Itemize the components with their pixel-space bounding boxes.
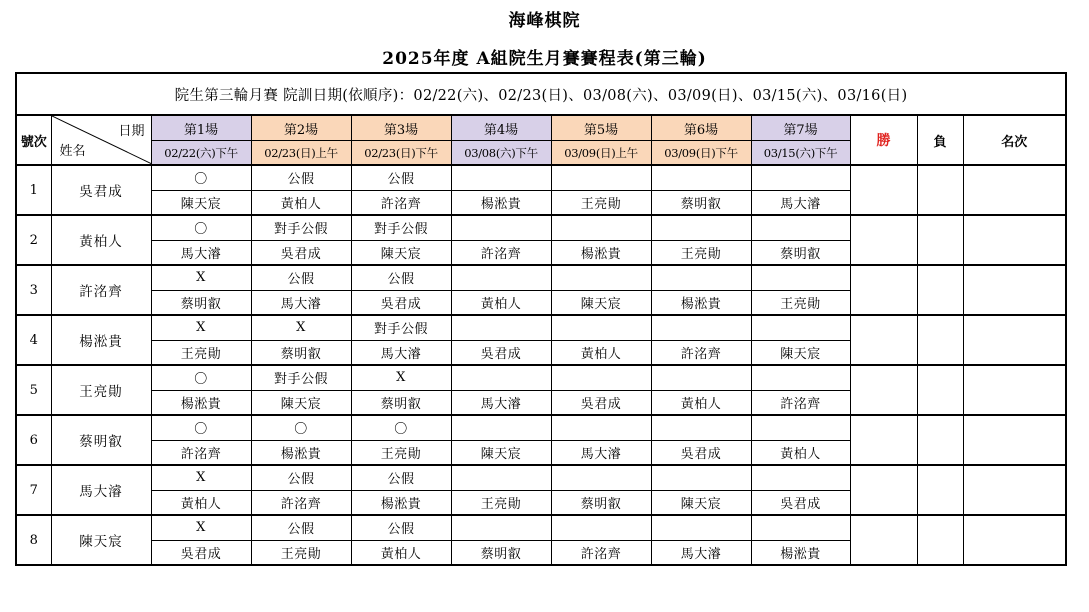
rank-cell bbox=[963, 315, 1066, 365]
round-header-1: 第1場 bbox=[151, 115, 251, 141]
opponent-cell: 黃柏人 bbox=[251, 190, 351, 215]
win-cell bbox=[850, 315, 917, 365]
result-cell bbox=[451, 415, 551, 440]
opponent-cell: 吳君成 bbox=[351, 290, 451, 315]
result-cell: 〇 bbox=[251, 415, 351, 440]
result-cell bbox=[451, 465, 551, 490]
round-date-4: 03/08(六)下午 bbox=[451, 141, 551, 166]
result-cell bbox=[551, 165, 651, 190]
loss-cell bbox=[917, 165, 963, 215]
result-cell bbox=[651, 215, 751, 240]
result-cell bbox=[551, 465, 651, 490]
loss-cell bbox=[917, 215, 963, 265]
win-cell bbox=[850, 215, 917, 265]
player-name: 楊淞貴 bbox=[51, 315, 151, 365]
result-cell: 公假 bbox=[251, 265, 351, 290]
round-date-1: 02/22(六)下午 bbox=[151, 141, 251, 166]
opponent-cell: 馬大濬 bbox=[751, 190, 850, 215]
round-header-7: 第7場 bbox=[751, 115, 850, 141]
opponent-cell: 陳天宸 bbox=[751, 340, 850, 365]
round-date-2: 02/23(日)上午 bbox=[251, 141, 351, 166]
result-cell: 公假 bbox=[251, 165, 351, 190]
win-cell bbox=[850, 265, 917, 315]
win-cell bbox=[850, 415, 917, 465]
result-cell bbox=[551, 315, 651, 340]
opponent-cell: 黃柏人 bbox=[751, 440, 850, 465]
rank-cell bbox=[963, 165, 1066, 215]
opponent-cell: 吳君成 bbox=[551, 390, 651, 415]
result-cell bbox=[651, 315, 751, 340]
seq-header: 號次 bbox=[16, 115, 51, 165]
player-name: 許洺齊 bbox=[51, 265, 151, 315]
result-cell: 對手公假 bbox=[351, 315, 451, 340]
opponent-cell: 許洺齊 bbox=[251, 490, 351, 515]
org-name: 海峰棋院 bbox=[508, 11, 581, 31]
page-title: 2025年度 A組院生月賽賽程表(第三輪) bbox=[382, 49, 707, 69]
player-row-4 bbox=[16, 315, 1066, 340]
result-cell bbox=[651, 465, 751, 490]
rank-cell bbox=[963, 215, 1066, 265]
round-header-2: 第2場 bbox=[251, 115, 351, 141]
player-number: 3 bbox=[16, 265, 51, 315]
rank-cell bbox=[963, 465, 1066, 515]
opponent-cell: 楊淞貴 bbox=[451, 190, 551, 215]
opponent-cell: 王亮勛 bbox=[151, 340, 251, 365]
player-number: 8 bbox=[16, 515, 51, 565]
opponent-cell: 馬大濬 bbox=[351, 340, 451, 365]
date-header-label: 日期 bbox=[118, 124, 145, 139]
opponent-cell: 蔡明叡 bbox=[151, 290, 251, 315]
opponent-cell: 黃柏人 bbox=[651, 390, 751, 415]
result-cell: 〇 bbox=[151, 215, 251, 240]
opponent-cell: 陳天宸 bbox=[251, 390, 351, 415]
opponent-cell: 吳君成 bbox=[751, 490, 850, 515]
opponent-cell: 王亮勛 bbox=[251, 540, 351, 565]
result-cell: 公假 bbox=[351, 465, 451, 490]
result-cell: 公假 bbox=[251, 465, 351, 490]
result-cell bbox=[451, 215, 551, 240]
opponent-cell: 楊淞貴 bbox=[351, 490, 451, 515]
opponent-cell: 馬大濬 bbox=[451, 390, 551, 415]
loss-cell bbox=[917, 515, 963, 565]
rank-cell bbox=[963, 265, 1066, 315]
result-cell bbox=[751, 165, 850, 190]
result-cell bbox=[451, 365, 551, 390]
opponent-cell: 黃柏人 bbox=[451, 290, 551, 315]
result-cell bbox=[751, 515, 850, 540]
loss-cell bbox=[917, 365, 963, 415]
rank-cell bbox=[963, 515, 1066, 565]
player-number: 5 bbox=[16, 365, 51, 415]
opponent-cell: 馬大濬 bbox=[551, 440, 651, 465]
result-cell: 對手公假 bbox=[251, 365, 351, 390]
opponent-cell: 王亮勛 bbox=[351, 440, 451, 465]
opponent-cell: 蔡明叡 bbox=[551, 490, 651, 515]
opponent-cell: 楊淞貴 bbox=[651, 290, 751, 315]
win-cell bbox=[850, 465, 917, 515]
opponent-cell: 蔡明叡 bbox=[651, 190, 751, 215]
player-row-5 bbox=[16, 365, 1066, 390]
opponent-cell: 許洺齊 bbox=[451, 240, 551, 265]
player-row-7 bbox=[16, 465, 1066, 490]
result-cell bbox=[751, 365, 850, 390]
player-number: 7 bbox=[16, 465, 51, 515]
player-name: 陳天宸 bbox=[51, 515, 151, 565]
opponent-cell: 許洺齊 bbox=[151, 440, 251, 465]
player-number: 2 bbox=[16, 215, 51, 265]
round-date-5: 03/09(日)上午 bbox=[551, 141, 651, 166]
loss-cell bbox=[917, 415, 963, 465]
result-cell bbox=[751, 265, 850, 290]
training-dates-banner: 院生第三輪月賽 院訓日期(依順序)：02/22(六)、02/23(日)、03/08(六)、03/09(日)、03/15(六)、03/16(日) bbox=[16, 73, 1066, 115]
round-date-6: 03/09(日)下午 bbox=[651, 141, 751, 166]
rank-cell bbox=[963, 415, 1066, 465]
result-cell bbox=[551, 265, 651, 290]
player-name: 吳君成 bbox=[51, 165, 151, 215]
win-cell bbox=[850, 165, 917, 215]
opponent-cell: 陳天宸 bbox=[151, 190, 251, 215]
opponent-cell: 王亮勛 bbox=[451, 490, 551, 515]
opponent-cell: 吳君成 bbox=[251, 240, 351, 265]
name-header-label: 姓名 bbox=[59, 144, 86, 159]
result-cell bbox=[451, 265, 551, 290]
result-cell bbox=[751, 415, 850, 440]
round-header-5: 第5場 bbox=[551, 115, 651, 141]
result-cell: X bbox=[151, 515, 251, 540]
date-name-header bbox=[51, 115, 151, 165]
result-cell: 公假 bbox=[251, 515, 351, 540]
result-cell: 〇 bbox=[351, 415, 451, 440]
opponent-cell: 許洺齊 bbox=[551, 540, 651, 565]
round-date-3: 02/23(日)下午 bbox=[351, 141, 451, 166]
result-cell: X bbox=[151, 265, 251, 290]
result-cell bbox=[451, 315, 551, 340]
opponent-cell: 楊淞貴 bbox=[151, 390, 251, 415]
round-header-6: 第6場 bbox=[651, 115, 751, 141]
result-cell bbox=[751, 215, 850, 240]
opponent-cell: 楊淞貴 bbox=[551, 240, 651, 265]
result-cell: 公假 bbox=[351, 265, 451, 290]
win-cell bbox=[850, 515, 917, 565]
result-cell: 〇 bbox=[151, 365, 251, 390]
opponent-cell: 王亮勛 bbox=[751, 290, 850, 315]
opponent-cell: 黃柏人 bbox=[151, 490, 251, 515]
player-row-3 bbox=[16, 265, 1066, 290]
player-row-8 bbox=[16, 515, 1066, 540]
opponent-cell: 許洺齊 bbox=[351, 190, 451, 215]
opponent-cell: 陳天宸 bbox=[551, 290, 651, 315]
opponent-cell: 楊淞貴 bbox=[751, 540, 850, 565]
win-cell bbox=[850, 365, 917, 415]
player-number: 4 bbox=[16, 315, 51, 365]
player-number: 6 bbox=[16, 415, 51, 465]
opponent-cell: 蔡明叡 bbox=[251, 340, 351, 365]
opponent-cell: 馬大濬 bbox=[251, 290, 351, 315]
result-cell: X bbox=[151, 465, 251, 490]
opponent-cell: 許洺齊 bbox=[751, 390, 850, 415]
result-cell bbox=[451, 515, 551, 540]
opponent-cell: 吳君成 bbox=[151, 540, 251, 565]
rank-header: 名次 bbox=[963, 115, 1066, 165]
opponent-cell: 蔡明叡 bbox=[751, 240, 850, 265]
round-date-7: 03/15(六)下午 bbox=[751, 141, 850, 166]
player-name: 馬大濬 bbox=[51, 465, 151, 515]
result-cell: 公假 bbox=[351, 515, 451, 540]
opponent-cell: 許洺齊 bbox=[651, 340, 751, 365]
opponent-cell: 黃柏人 bbox=[551, 340, 651, 365]
result-cell bbox=[651, 165, 751, 190]
loss-cell bbox=[917, 465, 963, 515]
win-header: 勝 bbox=[850, 115, 917, 165]
result-cell: X bbox=[351, 365, 451, 390]
player-row-1 bbox=[16, 165, 1066, 190]
opponent-cell: 陳天宸 bbox=[351, 240, 451, 265]
opponent-cell: 王亮勛 bbox=[551, 190, 651, 215]
player-row-2 bbox=[16, 215, 1066, 240]
opponent-cell: 蔡明叡 bbox=[451, 540, 551, 565]
result-cell bbox=[651, 515, 751, 540]
result-cell bbox=[751, 465, 850, 490]
loss-header: 負 bbox=[917, 115, 963, 165]
result-cell bbox=[551, 515, 651, 540]
result-cell bbox=[651, 265, 751, 290]
player-number: 1 bbox=[16, 165, 51, 215]
result-cell bbox=[551, 365, 651, 390]
result-cell: 對手公假 bbox=[251, 215, 351, 240]
result-cell bbox=[551, 215, 651, 240]
opponent-cell: 馬大濬 bbox=[151, 240, 251, 265]
player-name: 蔡明叡 bbox=[51, 415, 151, 465]
result-cell bbox=[451, 165, 551, 190]
loss-cell bbox=[917, 315, 963, 365]
result-cell bbox=[651, 365, 751, 390]
loss-cell bbox=[917, 265, 963, 315]
result-cell bbox=[551, 415, 651, 440]
result-cell: 對手公假 bbox=[351, 215, 451, 240]
result-cell: 〇 bbox=[151, 415, 251, 440]
result-cell bbox=[651, 415, 751, 440]
round-header-3: 第3場 bbox=[351, 115, 451, 141]
result-cell: X bbox=[251, 315, 351, 340]
result-cell: 〇 bbox=[151, 165, 251, 190]
opponent-cell: 蔡明叡 bbox=[351, 390, 451, 415]
result-cell bbox=[751, 315, 850, 340]
opponent-cell: 王亮勛 bbox=[651, 240, 751, 265]
player-row-6 bbox=[16, 415, 1066, 440]
result-cell: 公假 bbox=[351, 165, 451, 190]
player-name: 王亮勛 bbox=[51, 365, 151, 415]
round-header-4: 第4場 bbox=[451, 115, 551, 141]
result-cell: X bbox=[151, 315, 251, 340]
rank-cell bbox=[963, 365, 1066, 415]
opponent-cell: 吳君成 bbox=[651, 440, 751, 465]
opponent-cell: 陳天宸 bbox=[451, 440, 551, 465]
opponent-cell: 馬大濬 bbox=[651, 540, 751, 565]
player-name: 黃柏人 bbox=[51, 215, 151, 265]
opponent-cell: 黃柏人 bbox=[351, 540, 451, 565]
schedule-table bbox=[15, 72, 1067, 566]
opponent-cell: 陳天宸 bbox=[651, 490, 751, 515]
opponent-cell: 楊淞貴 bbox=[251, 440, 351, 465]
opponent-cell: 吳君成 bbox=[451, 340, 551, 365]
